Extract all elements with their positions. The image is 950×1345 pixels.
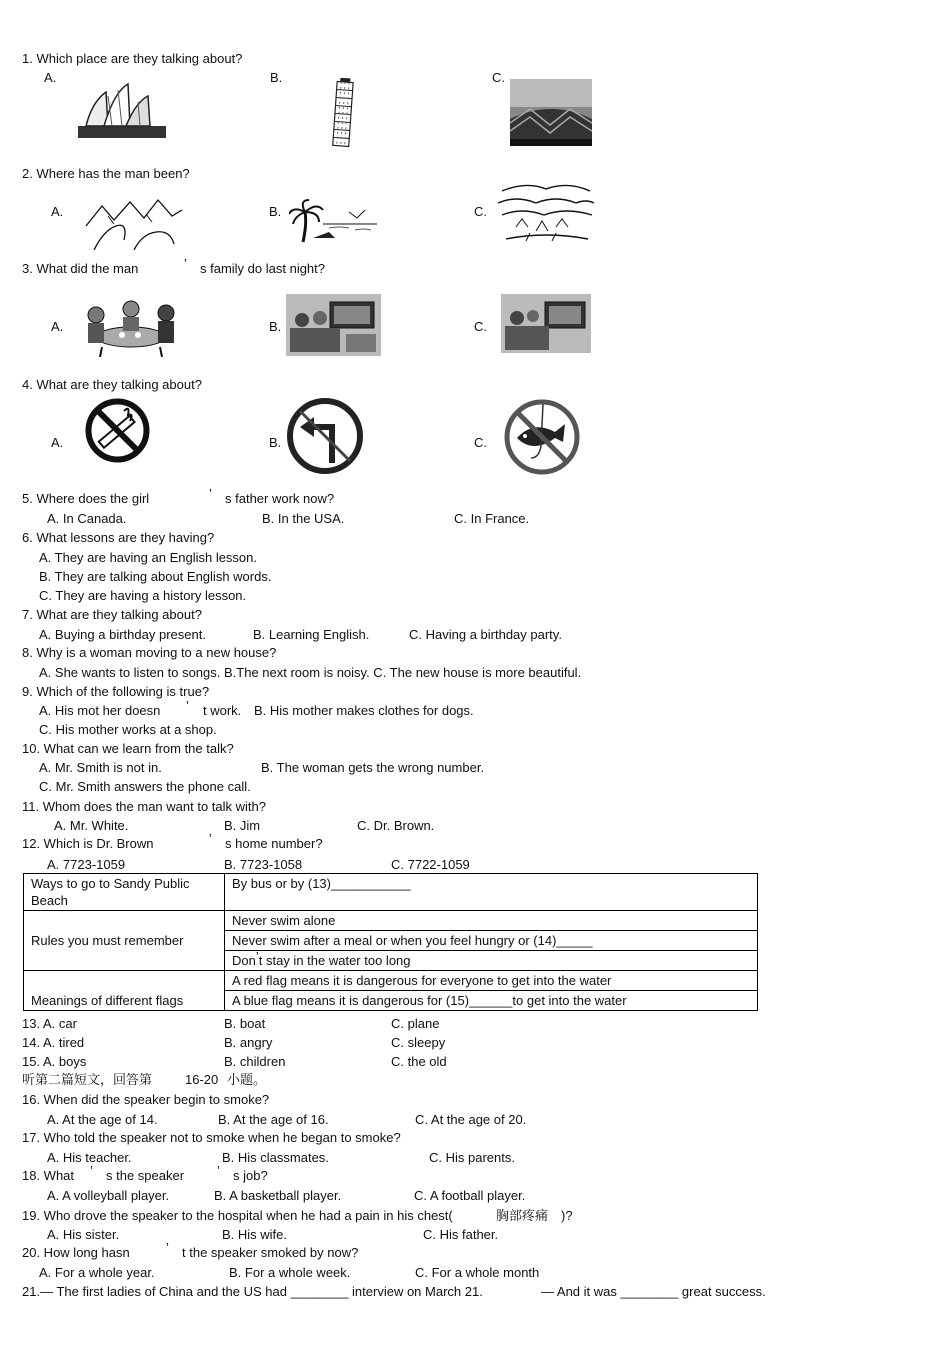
q8-options: A. She wants to listen to songs. B.The next room is noisy. C. The new house is more beautiful. — [39, 665, 582, 680]
question-18-apostrophe-1: ’ — [90, 1163, 93, 1178]
q15-option-a: 15. A. boys — [22, 1054, 87, 1069]
question-18-apostrophe-2: ’ — [217, 1163, 220, 1178]
table-cell-flag-red: A red flag means it is dangerous for everyone to get into the water — [225, 971, 758, 991]
question-19-part2: )? — [561, 1208, 573, 1223]
q5-option-c: C. In France. — [454, 511, 530, 526]
opera-house-picture[interactable] — [78, 82, 166, 138]
question-9: 9. Which of the following is true? — [22, 684, 210, 699]
q9-option-a-part1: A. His mot her doesn — [39, 703, 161, 718]
question-12-part2: s home number? — [225, 836, 323, 851]
q16-option-b: B. At the age of 16. — [218, 1112, 329, 1127]
q18-option-c: C. A football player. — [414, 1188, 526, 1203]
q11-option-a: A. Mr. White. — [54, 818, 129, 833]
section-2-instruction-part3: 小题。 — [227, 1072, 267, 1087]
q2-option-c-label: C. — [474, 204, 487, 219]
question-20-apostrophe: ’ — [166, 1240, 169, 1255]
q1-option-c-label: C. — [492, 70, 505, 85]
q7-option-c: C. Having a birthday party. — [409, 627, 562, 642]
q12-option-b: B. 7723-1058 — [224, 857, 303, 872]
question-3-part2: s family do last night? — [200, 261, 326, 276]
q6-option-c: C. They are having a history lesson. — [39, 588, 247, 603]
q3-option-c-label: C. — [474, 319, 487, 334]
q4-option-a-label: A. — [51, 435, 64, 450]
section-2-instruction-part1: 听第二篇短文，回答第 — [22, 1072, 153, 1087]
q20-option-b: B. For a whole week. — [229, 1265, 351, 1280]
question-4: 4. What are they talking about? — [22, 377, 202, 392]
q10-option-c: C. Mr. Smith answers the phone call. — [39, 779, 251, 794]
q15-option-c: C. the old — [391, 1054, 447, 1069]
question-3-part1: 3. What did the man — [22, 261, 139, 276]
q14-option-a: 14. A. tired — [22, 1035, 85, 1050]
q19-option-a: A. His sister. — [47, 1227, 120, 1242]
q18-option-a: A. A volleyball player. — [47, 1188, 170, 1203]
q13-option-c: C. plane — [391, 1016, 440, 1031]
q19-option-b: B. His wife. — [222, 1227, 288, 1242]
question-5-part1: 5. Where does the girl — [22, 491, 150, 506]
question-21-part2: — And it was ________ great success. — [541, 1284, 766, 1299]
q12-option-c: C. 7722-1059 — [391, 857, 470, 872]
beach-info-table — [23, 873, 758, 1011]
q12-option-a: A. 7723-1059 — [47, 857, 126, 872]
q13-option-b: B. boat — [224, 1016, 266, 1031]
table-cell-ways-answer: By bus or by (13)___________ — [225, 874, 758, 911]
table-cell-ways: Ways to go to Sandy Public Beach — [24, 874, 225, 911]
question-2: 2. Where has the man been? — [22, 166, 190, 181]
q11-option-c: C. Dr. Brown. — [357, 818, 435, 833]
rule-3-apostrophe: ’ — [255, 949, 259, 964]
table-cell-flags: Meanings of different flags — [24, 971, 225, 1011]
q11-option-b: B. Jim — [224, 818, 261, 833]
q2-option-b-label: B. — [269, 204, 282, 219]
q10-option-b: B. The woman gets the wrong number. — [261, 760, 485, 775]
q19-option-c: C. His father. — [423, 1227, 499, 1242]
q16-option-a: A. At the age of 14. — [47, 1112, 158, 1127]
no-smoking-sign-picture[interactable] — [84, 397, 151, 464]
question-16: 16. When did the speaker begin to smoke? — [22, 1092, 270, 1107]
question-6: 6. What lessons are they having? — [22, 530, 215, 545]
mountains-picture[interactable] — [84, 196, 184, 250]
birds-nest-stadium-picture[interactable] — [510, 79, 592, 146]
section-2-instruction-part2: 16-20 — [185, 1072, 219, 1087]
question-3-apostrophe: ’ — [184, 256, 187, 271]
question-11: 11. Whom does the man want to talk with? — [22, 799, 266, 814]
q5-option-b: B. In the USA. — [262, 511, 345, 526]
q3-option-b-label: B. — [269, 319, 282, 334]
question-1: 1. Which place are they talking about? — [22, 51, 243, 66]
question-17: 17. Who told the speaker not to smoke when he began to smoke? — [22, 1130, 401, 1145]
q5-option-a: A. In Canada. — [47, 511, 127, 526]
q9-option-a-part2: t work. — [203, 703, 242, 718]
q20-option-c: C. For a whole month — [415, 1265, 540, 1280]
no-fishing-sign-picture[interactable] — [503, 398, 581, 476]
question-18-part1: 18. What — [22, 1168, 75, 1183]
question-20-part2: t the speaker smoked by now? — [182, 1245, 359, 1260]
table-cell-rule-3 — [225, 951, 758, 971]
table-cell-rule-1: Never swim alone — [225, 911, 758, 931]
q17-option-c: C. His parents. — [429, 1150, 515, 1165]
q18-option-b: B. A basketball player. — [214, 1188, 342, 1203]
q9-option-c: C. His mother works at a shop. — [39, 722, 217, 737]
question-12-part1: 12. Which is Dr. Brown — [22, 836, 154, 851]
q7-option-b: B. Learning English. — [253, 627, 370, 642]
q16-option-c: C. At the age of 20. — [415, 1112, 527, 1127]
q4-option-b-label: B. — [269, 435, 282, 450]
q17-option-a: A. His teacher. — [47, 1150, 132, 1165]
q9-option-b: B. His mother makes clothes for dogs. — [254, 703, 474, 718]
question-12-apostrophe: ’ — [209, 831, 212, 846]
question-18-part2: s the speaker — [106, 1168, 185, 1183]
family-tv-picture-b[interactable] — [286, 294, 381, 356]
q6-option-a: A. They are having an English lesson. — [39, 550, 258, 565]
question-21-part1: 21.— The first ladies of China and the US had ________ interview on March 21. — [22, 1284, 483, 1299]
forest-river-picture[interactable] — [496, 181, 596, 243]
table-cell-rule-2: Never swim after a meal or when you feel hungry or (14)_____ — [225, 931, 758, 951]
q1-option-b-label: B. — [270, 70, 283, 85]
q9-option-a-apostrophe: ’ — [186, 698, 189, 713]
table-cell-rules: Rules you must remember — [24, 911, 225, 971]
q1-option-a-label: A. — [44, 70, 57, 85]
family-tv-picture-c[interactable] — [501, 294, 591, 353]
family-dinner-picture[interactable] — [82, 297, 180, 357]
q6-option-b: B. They are talking about English words. — [39, 569, 272, 584]
q3-option-a-label: A. — [51, 319, 64, 334]
question-19-chinese: 胸部疼痛 — [496, 1208, 549, 1223]
leaning-tower-picture[interactable] — [330, 78, 356, 148]
q13-option-a: 13. A. car — [22, 1016, 77, 1031]
q15-option-b: B. children — [224, 1054, 286, 1069]
question-7: 7. What are they talking about? — [22, 607, 202, 622]
table-cell-flag-blue: A blue flag means it is dangerous for (15)______to get into the water — [225, 991, 758, 1011]
q17-option-b: B. His classmates. — [222, 1150, 329, 1165]
no-left-turn-sign-picture[interactable] — [286, 397, 364, 475]
q2-option-a-label: A. — [51, 204, 64, 219]
q14-option-c: C. sleepy — [391, 1035, 446, 1050]
question-19-part1: 19. Who drove the speaker to the hospital when he had a pain in his chest( — [22, 1208, 453, 1223]
rule-3-part1: Don — [232, 953, 256, 968]
q14-option-b: B. angry — [224, 1035, 273, 1050]
q7-option-a: A. Buying a birthday present. — [39, 627, 206, 642]
q20-option-a: A. For a whole year. — [39, 1265, 155, 1280]
rule-3-part2: t stay in the water too long — [258, 953, 411, 968]
question-5-apostrophe: ’ — [209, 486, 212, 501]
question-10: 10. What can we learn from the talk? — [22, 741, 234, 756]
q4-option-c-label: C. — [474, 435, 487, 450]
question-8: 8. Why is a woman moving to a new house? — [22, 645, 277, 660]
question-18-part3: s job? — [233, 1168, 268, 1183]
question-5-part2: s father work now? — [225, 491, 335, 506]
question-20-part1: 20. How long hasn — [22, 1245, 130, 1260]
q10-option-a: A. Mr. Smith is not in. — [39, 760, 162, 775]
beach-palm-picture[interactable] — [289, 198, 379, 244]
